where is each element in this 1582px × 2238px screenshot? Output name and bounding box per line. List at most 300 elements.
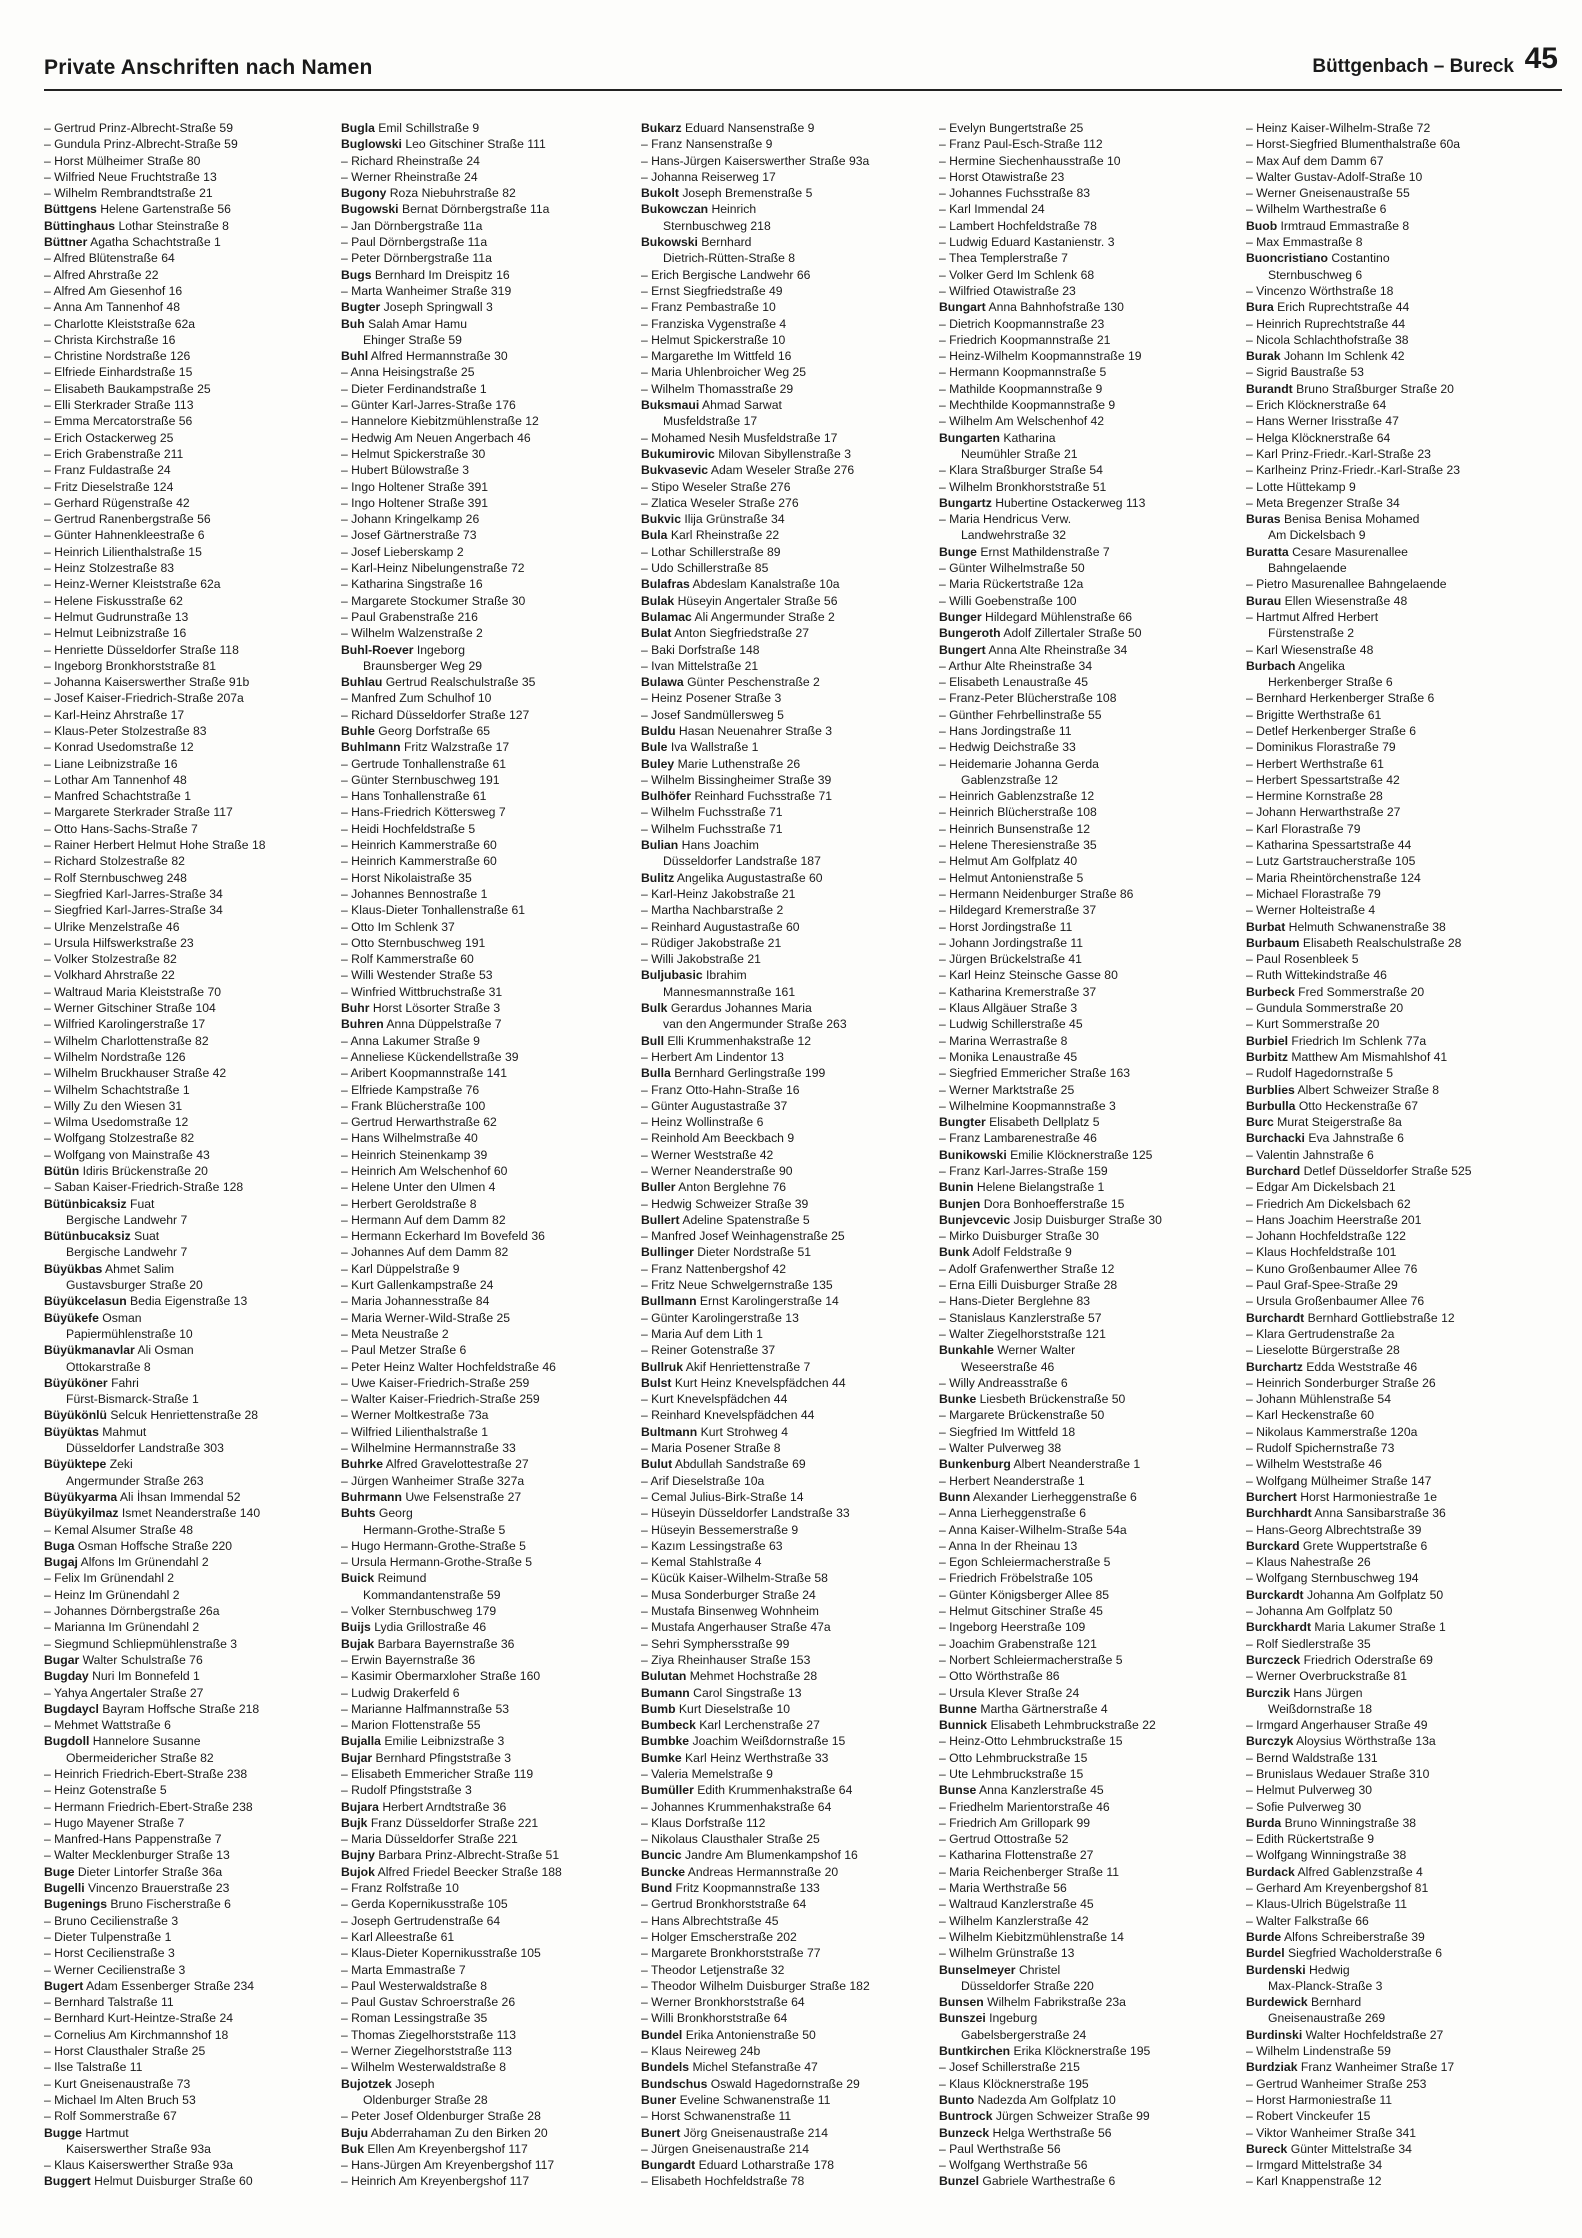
directory-entry — [341, 870, 633, 886]
directory-entry — [341, 1831, 633, 1847]
surname: Burdziak — [1246, 2060, 1298, 2075]
surname: Bugony — [341, 186, 387, 201]
entry-text: – Bruno Cecilienstraße 3 — [44, 1913, 179, 1928]
directory-entry — [1246, 853, 1538, 869]
directory-entry-surname — [1246, 1163, 1538, 1179]
entry-text: – Kemal Alsumer Straße 48 — [44, 1522, 194, 1537]
directory-entry — [641, 1473, 933, 1489]
entry-text: Max-Planck-Straße 3 — [1268, 1978, 1383, 1993]
entry-text: – Wolfgang Stolzestraße 82 — [44, 1131, 195, 1146]
entry-text: – Werner Cecilienstraße 3 — [44, 1962, 186, 1977]
entry-text: – Arthur Alte Rheinstraße 34 — [939, 658, 1093, 673]
entry-text: – Henriette Düsseldorfer Straße 118 — [44, 642, 239, 657]
surname: Bunin — [939, 1180, 974, 1195]
entry-text: Musfeldstraße 17 — [663, 414, 758, 429]
entry-text: Liesbeth Brückenstraße 50 — [979, 1392, 1126, 1407]
directory-entry-surname — [44, 1293, 336, 1309]
entry-text: – Otto Im Schlenk 37 — [341, 919, 455, 934]
directory-entry-surname — [1246, 2141, 1538, 2157]
surname: Bunsen — [939, 1995, 984, 2010]
entry-text: – Reinhard Knevelspfädchen 44 — [641, 1408, 815, 1423]
directory-entry — [1246, 2092, 1538, 2108]
entry-text: Benisa Benisa Mohamed — [1283, 512, 1420, 527]
directory-entry-surname — [641, 2059, 933, 2075]
directory-entry-surname — [641, 837, 933, 853]
surname: Buhl-Roever — [341, 642, 414, 657]
entry-text: – Klaus-Dieter Tonhallenstraße 61 — [341, 903, 526, 918]
entry-text: Mahmut — [102, 1424, 147, 1439]
entry-text: – Anna Kaiser-Wilhelm-Straße 54a — [939, 1522, 1127, 1537]
entry-text: – Werner Holteistraße 4 — [1246, 903, 1376, 918]
directory-entry — [44, 560, 336, 576]
directory-entry — [641, 1570, 933, 1586]
surname: Bugs — [341, 267, 372, 282]
directory-entry — [1246, 756, 1538, 772]
entry-text: Erika Klöcknerstraße 195 — [1013, 2044, 1151, 2059]
entry-text: – Ludwig Eduard Kastanienstr. 3 — [939, 235, 1115, 250]
entry-text: – Heinz Posener Straße 3 — [641, 691, 782, 706]
entry-text: – Heinrich Ruprechtstraße 44 — [1246, 316, 1406, 331]
directory-entry-surname — [341, 674, 633, 690]
entry-text: Alfons Schreiberstraße 39 — [1283, 1929, 1425, 1944]
entry-text: Heinrich — [711, 202, 757, 217]
entry-text: – Siegfried Im Wittfeld 18 — [939, 1424, 1076, 1439]
entry-text: – Karl Knappenstraße 12 — [1246, 2174, 1382, 2189]
entry-text: – Herbert Werthstraße 61 — [1246, 756, 1384, 771]
directory-entry — [641, 1522, 933, 1538]
directory-entry-continuation — [341, 332, 633, 348]
directory-entry — [44, 674, 336, 690]
directory-entry — [44, 446, 336, 462]
directory-entry — [341, 919, 633, 935]
entry-text: – Wilhelm Am Welschenhof 42 — [939, 414, 1105, 429]
entry-text: Horst Lösorter Straße 3 — [372, 1001, 501, 1016]
directory-entry-continuation — [1246, 560, 1538, 576]
directory-entry — [939, 1913, 1231, 1929]
entry-text: – Theodor Wilhelm Duisburger Straße 182 — [641, 1978, 870, 1993]
entry-text: – Liane Leibnizstraße 16 — [44, 756, 178, 771]
entry-text: Düsseldorfer Landstraße 187 — [663, 854, 821, 869]
surname: Buob — [1246, 218, 1278, 233]
directory-entry — [939, 1130, 1231, 1146]
directory-entry — [939, 756, 1231, 772]
entry-text: – Viktor Wanheimer Straße 341 — [1246, 2125, 1417, 2140]
entry-text: – Siegfried Emmericher Straße 163 — [939, 1066, 1131, 1081]
entry-text: Reinhard Fuchsstraße 71 — [694, 789, 833, 804]
entry-text: – Walter Mecklenburger Straße 13 — [44, 1848, 230, 1863]
surname: Buhts — [341, 1506, 376, 1521]
directory-entry-surname — [939, 1212, 1231, 1228]
entry-text: – Margarete Stockumer Straße 30 — [341, 593, 526, 608]
page-number: 45 — [1524, 42, 1558, 75]
entry-text: Helmuth Schwanenstraße 38 — [1288, 919, 1446, 934]
surname: Buljubasic — [641, 968, 703, 983]
surname: Buner — [641, 2092, 677, 2107]
entry-text: Günter Peschenstraße 2 — [687, 675, 820, 690]
entry-text: – Manfred-Hans Pappenstraße 7 — [44, 1832, 222, 1847]
directory-entry-continuation — [44, 1359, 336, 1375]
directory-entry — [939, 1733, 1231, 1749]
directory-entry-surname — [1246, 1733, 1538, 1749]
directory-entry — [1246, 2125, 1538, 2141]
entry-text: – Max Emmastraße 8 — [1246, 235, 1363, 250]
directory-entry — [939, 169, 1231, 185]
entry-text: Gustavsburger Straße 20 — [66, 1278, 203, 1293]
directory-entry — [1246, 788, 1538, 804]
entry-text: – Meta Bregenzer Straße 34 — [1246, 495, 1400, 510]
directory-entry — [1246, 364, 1538, 380]
directory-entry-surname — [44, 1668, 336, 1684]
directory-entry — [1246, 1636, 1538, 1652]
entry-text: – Lothar Schillerstraße 89 — [641, 544, 781, 559]
entry-text: – Alfred Ahrstraße 22 — [44, 267, 159, 282]
directory-entry-surname — [939, 1342, 1231, 1358]
directory-entry — [341, 1978, 633, 1994]
directory-entry — [939, 381, 1231, 397]
directory-entry — [1246, 1293, 1538, 1309]
surname: Bungert — [939, 642, 986, 657]
directory-entry-surname — [44, 1652, 336, 1668]
entry-text: – Hans Joachim Heerstraße 201 — [1246, 1212, 1422, 1227]
surname: Buhr — [341, 1001, 370, 1016]
entry-text: – Willi Bronkhorststraße 64 — [641, 2011, 788, 2026]
entry-text: – Marina Werrastraße 8 — [939, 1033, 1068, 1048]
directory-entry — [939, 1033, 1231, 1049]
entry-text: – Helmut Antonienstraße 5 — [939, 870, 1084, 885]
entry-text: – Otto Lehmbruckstraße 15 — [939, 1750, 1088, 1765]
entry-text: – Hedwig Schweizer Straße 39 — [641, 1196, 809, 1211]
entry-text: Martha Gärtnerstraße 4 — [980, 1701, 1108, 1716]
entry-text: – Katharina Spessartstraße 44 — [1246, 838, 1412, 853]
entry-text: – Hüseyin Düsseldorfer Landstraße 33 — [641, 1506, 850, 1521]
entry-text: Karl Lerchenstraße 27 — [699, 1718, 820, 1733]
directory-entry-surname — [1246, 1130, 1538, 1146]
directory-entry — [341, 1163, 633, 1179]
directory-entry — [939, 1228, 1231, 1244]
surname: Bugdoll — [44, 1734, 90, 1749]
entry-text: Werner Walter — [997, 1343, 1076, 1358]
entry-text: – Lieselotte Bürgerstraße 28 — [1246, 1343, 1400, 1358]
entry-text: Ernst Mathildenstraße 7 — [980, 544, 1110, 559]
entry-text: – Siegfried Karl-Jarres-Straße 34 — [44, 886, 223, 901]
directory-entry — [939, 2157, 1231, 2173]
entry-text: – Karl-Heinz Ahrstraße 17 — [44, 707, 185, 722]
directory-column-4 — [939, 120, 1231, 2190]
entry-text: – Helmut Gitschiner Straße 45 — [939, 1604, 1103, 1619]
directory-entry — [44, 723, 336, 739]
directory-entry-surname — [939, 2092, 1231, 2108]
directory-entry — [939, 1538, 1231, 1554]
entry-text: – Ludwig Schillerstraße 45 — [939, 1017, 1083, 1032]
surname: Bunkahle — [939, 1343, 994, 1358]
entry-text: Anna Düppelstraße 7 — [386, 1017, 502, 1032]
directory-entry — [939, 1000, 1231, 1016]
directory-entry — [1246, 2157, 1538, 2173]
directory-entry — [44, 316, 336, 332]
directory-entry — [1246, 1799, 1538, 1815]
directory-entry — [1246, 1554, 1538, 1570]
entry-text: – Walter Pulverweg 38 — [939, 1441, 1062, 1456]
directory-entry-continuation — [44, 1277, 336, 1293]
directory-entry — [44, 1799, 336, 1815]
directory-entry-surname — [341, 723, 633, 739]
entry-text: Katharina — [1003, 430, 1056, 445]
entry-text: – Arif Dieselstraße 10a — [641, 1473, 765, 1488]
directory-entry — [1246, 902, 1538, 918]
entry-text: – Paul Werthstraße 56 — [939, 2141, 1061, 2156]
directory-entry — [44, 511, 336, 527]
directory-entry-continuation — [341, 1587, 633, 1603]
directory-entry-continuation — [939, 446, 1231, 462]
entry-text: – Ziya Rheinhauser Straße 153 — [641, 1652, 811, 1667]
entry-text: – Wilma Usedomstraße 12 — [44, 1115, 189, 1130]
entry-text: – Horst Mülheimer Straße 80 — [44, 153, 201, 168]
entry-text: Düsseldorfer Landstraße 303 — [66, 1441, 224, 1456]
surname: Bunn — [939, 1489, 971, 1504]
entry-text: – Herbert Am Lindentor 13 — [641, 1049, 784, 1064]
directory-entry — [939, 560, 1231, 576]
directory-entry — [1246, 153, 1538, 169]
directory-entry — [939, 1277, 1231, 1293]
directory-entry — [939, 1098, 1231, 1114]
directory-entry — [641, 479, 933, 495]
directory-entry-surname — [939, 2010, 1231, 2026]
directory-entry-surname — [641, 1847, 933, 1863]
entry-text: Helmut Duisburger Straße 60 — [94, 2174, 253, 2189]
directory-entry — [939, 218, 1231, 234]
directory-entry — [44, 495, 336, 511]
entry-text: – Gertrud Ottostraße 52 — [939, 1832, 1069, 1847]
directory-entry — [341, 527, 633, 543]
entry-text: – Franz Nattenbergshof 42 — [641, 1261, 786, 1276]
surname: Burckard — [1246, 1538, 1300, 1553]
directory-entry — [641, 821, 933, 837]
directory-entry-surname — [641, 1685, 933, 1701]
entry-text: – Heinrich Gablenzstraße 12 — [939, 789, 1095, 804]
entry-text: – Nikolaus Kammerstraße 120a — [1246, 1424, 1418, 1439]
directory-entry — [341, 1179, 633, 1195]
entry-text: – Konrad Usedomstraße 12 — [44, 740, 194, 755]
directory-entry-surname — [641, 2092, 933, 2108]
directory-entry-continuation — [44, 1244, 336, 1260]
entry-text: – Wilfried Otawistraße 23 — [939, 283, 1076, 298]
entry-text: – Heinrich Kammerstraße 60 — [341, 838, 497, 853]
directory-entry — [1246, 1407, 1538, 1423]
entry-text: Herbert Arndtstraße 36 — [382, 1799, 507, 1814]
entry-text: Ahmet Salim — [104, 1261, 175, 1276]
directory-entry-surname — [1246, 1652, 1538, 1668]
entry-text: Andreas Hermannstraße 20 — [687, 1864, 839, 1879]
surname: Burdel — [1246, 1946, 1285, 1961]
entry-text: – Otto Hans-Sachs-Straße 7 — [44, 821, 198, 836]
entry-text: – Walter Falkstraße 66 — [1246, 1913, 1369, 1928]
directory-entry — [641, 1587, 933, 1603]
directory-entry — [44, 1929, 336, 1945]
entry-text: – Elisabeth Hochfeldstraße 78 — [641, 2174, 805, 2189]
entry-text: Fritz Walzstraße 17 — [403, 740, 510, 755]
directory-entry — [341, 1326, 633, 1342]
directory-entry-surname — [1246, 1505, 1538, 1521]
entry-text: – Ludwig Drakerfeld 6 — [341, 1685, 460, 1700]
entry-text: – Alfred Blütenstraße 64 — [44, 251, 175, 266]
surname: Buratta — [1246, 544, 1289, 559]
directory-entry-surname — [939, 1782, 1231, 1798]
directory-entry — [641, 1603, 933, 1619]
entry-text: Eduard Lotharstraße 178 — [698, 2158, 835, 2173]
entry-text: Joseph — [395, 2076, 435, 2091]
entry-text: – Hedwig Am Neuen Angerbach 46 — [341, 430, 531, 445]
entry-text: Elisabeth Dellplatz 5 — [989, 1115, 1100, 1130]
entry-text: – Wilfried Neue Fruchtstraße 13 — [44, 169, 217, 184]
directory-entry-surname — [641, 1033, 933, 1049]
surname: Bungartz — [939, 495, 992, 510]
entry-text: – Heinrich Steinenkamp 39 — [341, 1147, 488, 1162]
directory-entry-surname — [939, 1114, 1231, 1130]
surname: Büttgens — [44, 202, 97, 217]
directory-entry — [341, 1685, 633, 1701]
entry-text: – Waltraud Maria Kleiststraße 70 — [44, 984, 222, 999]
surname: Burbat — [1246, 919, 1286, 934]
directory-entry-continuation — [1246, 267, 1538, 283]
surname: Bundel — [641, 2027, 683, 2042]
directory-entry — [44, 1962, 336, 1978]
entry-text: – Thomas Ziegelhorststraße 113 — [341, 2027, 516, 2042]
directory-entry-surname — [1246, 1962, 1538, 1978]
directory-entry — [44, 837, 336, 853]
entry-text: – Peter Josef Oldenburger Straße 28 — [341, 2109, 541, 2124]
directory-entry-surname — [341, 1733, 633, 1749]
entry-text: – Werner Gitschiner Straße 104 — [44, 1001, 216, 1016]
directory-entry — [1246, 576, 1538, 592]
entry-text: – Ingeborg Bronkhorststraße 81 — [44, 658, 217, 673]
entry-text: – Ingo Holtener Straße 391 — [341, 479, 489, 494]
entry-text: Joseph Springwall 3 — [383, 300, 493, 315]
directory-entry-surname — [1246, 1082, 1538, 1098]
entry-text: – Hans-Dieter Berglehne 83 — [939, 1294, 1091, 1309]
entry-text: – Johanna Reiserweg 17 — [641, 169, 776, 184]
entry-text: – Wilhelm Bronkhorststraße 51 — [939, 479, 1107, 494]
entry-text: Bernhard Pfingststraße 3 — [375, 1750, 512, 1765]
directory-entry-surname — [641, 185, 933, 201]
entry-text: Fürst-Bismarck-Straße 1 — [66, 1392, 199, 1407]
entry-text: – Karl Immendal 24 — [939, 202, 1045, 217]
surname: Buglowski — [341, 137, 402, 152]
surname: Bungarten — [939, 430, 1000, 445]
directory-entry — [341, 593, 633, 609]
entry-text: – Ursula Hermann-Grothe-Straße 5 — [341, 1555, 533, 1570]
surname: Bunge — [939, 544, 977, 559]
directory-entry — [341, 1310, 633, 1326]
directory-entry — [641, 1082, 933, 1098]
surname: Bunnick — [939, 1718, 988, 1733]
entry-text: – Gertrud Herwarthstraße 62 — [341, 1115, 497, 1130]
entry-text: – Hermann Neidenburger Straße 86 — [939, 886, 1134, 901]
directory-entry — [641, 1994, 933, 2010]
directory-entry — [44, 1016, 336, 1032]
entry-text: Bergische Landwehr 7 — [66, 1212, 188, 1227]
directory-entry-surname — [641, 756, 933, 772]
directory-entry — [44, 593, 336, 609]
directory-entry — [939, 1847, 1231, 1863]
entry-text: – Helene Fiskusstraße 62 — [44, 593, 183, 608]
directory-entry-surname — [641, 397, 933, 413]
directory-entry — [341, 1701, 633, 1717]
entry-text: – Josef Gärtnerstraße 73 — [341, 528, 477, 543]
directory-entry — [1246, 772, 1538, 788]
directory-entry — [341, 690, 633, 706]
entry-text: Johann Im Schlenk 42 — [1283, 349, 1405, 364]
surname: Bunzel — [939, 2174, 979, 2189]
directory-entry-continuation — [641, 218, 933, 234]
entry-text: Maria Lakumer Straße 1 — [1314, 1620, 1446, 1635]
directory-entry — [341, 576, 633, 592]
directory-entry — [939, 707, 1231, 723]
entry-text: – Margarethe Im Wittfeld 16 — [641, 349, 792, 364]
directory-entry — [1246, 1261, 1538, 1277]
directory-entry — [341, 2010, 633, 2026]
entry-text: Hartmut — [85, 2125, 129, 2140]
surname: Bungart — [939, 300, 986, 315]
directory-entry-surname — [641, 1782, 933, 1798]
surname: Bureck — [1246, 2141, 1288, 2156]
entry-text: Angermunder Straße 263 — [66, 1473, 204, 1488]
directory-entry — [939, 2059, 1231, 2075]
entry-text: – Mustafa Binsenweg Wohnheim — [641, 1604, 819, 1619]
directory-entry-surname — [1246, 1033, 1538, 1049]
surname: Burak — [1246, 349, 1281, 364]
entry-text: – Dominikus Florastraße 79 — [1246, 740, 1396, 755]
entry-text: – Robert Vinckeufer 15 — [1246, 2109, 1371, 2124]
entry-text: – Mathilde Koopmannstraße 9 — [939, 381, 1103, 396]
directory-entry — [641, 707, 933, 723]
directory-entry-surname — [641, 1701, 933, 1717]
directory-entry-surname — [341, 2141, 633, 2157]
surname: Bumbeck — [641, 1718, 696, 1733]
directory-entry — [939, 804, 1231, 820]
entry-text: – Frank Blücherstraße 100 — [341, 1098, 486, 1113]
entry-text: – Elfriede Kampstraße 76 — [341, 1082, 480, 1097]
entry-text: – Kuno Großenbaumer Allee 76 — [1246, 1261, 1418, 1276]
entry-text: – Heinrich Kammerstraße 60 — [341, 854, 497, 869]
surname: Bujalla — [341, 1734, 381, 1749]
entry-text: – Volker Sternbuschweg 179 — [341, 1604, 497, 1619]
directory-entry — [641, 1228, 933, 1244]
entry-text: Anna Alte Rheinstraße 34 — [988, 642, 1128, 657]
entry-text: – Helga Klöcknerstraße 64 — [1246, 430, 1391, 445]
entry-text: – Gerda Kopernikusstraße 105 — [341, 1897, 508, 1912]
entry-text: – Dieter Ferdinandstraße 1 — [341, 381, 487, 396]
directory-column-3 — [641, 120, 933, 2190]
directory-entry — [1246, 316, 1538, 332]
entry-text: – Günter Augustastraße 37 — [641, 1098, 788, 1113]
directory-entry — [341, 772, 633, 788]
entry-text: Alfred Friedel Beecker Straße 188 — [377, 1864, 562, 1879]
entry-text: – Rüdiger Jakobstraße 21 — [641, 935, 782, 950]
entry-text: – Rudolf Hagedornstraße 5 — [1246, 1066, 1394, 1081]
directory-entry — [641, 136, 933, 152]
entry-text: – Maria Uhlenbroicher Weg 25 — [641, 365, 807, 380]
entry-text: – Wilhelmine Koopmannstraße 3 — [939, 1098, 1116, 1113]
surname: Bulitz — [641, 870, 675, 885]
entry-text: – Rolf Sommerstraße 67 — [44, 2109, 177, 2124]
directory-entry — [641, 1896, 933, 1912]
directory-entry — [341, 169, 633, 185]
directory-entry-surname — [44, 1424, 336, 1440]
entry-text: – Willi Goebenstraße 100 — [939, 593, 1077, 608]
entry-text: – Wilhelm Kanzlerstraße 42 — [939, 1913, 1089, 1928]
entry-text: – Wilhelmine Hermannstraße 33 — [341, 1441, 516, 1456]
entry-text: – Heidemarie Johanna Gerda — [939, 756, 1099, 771]
